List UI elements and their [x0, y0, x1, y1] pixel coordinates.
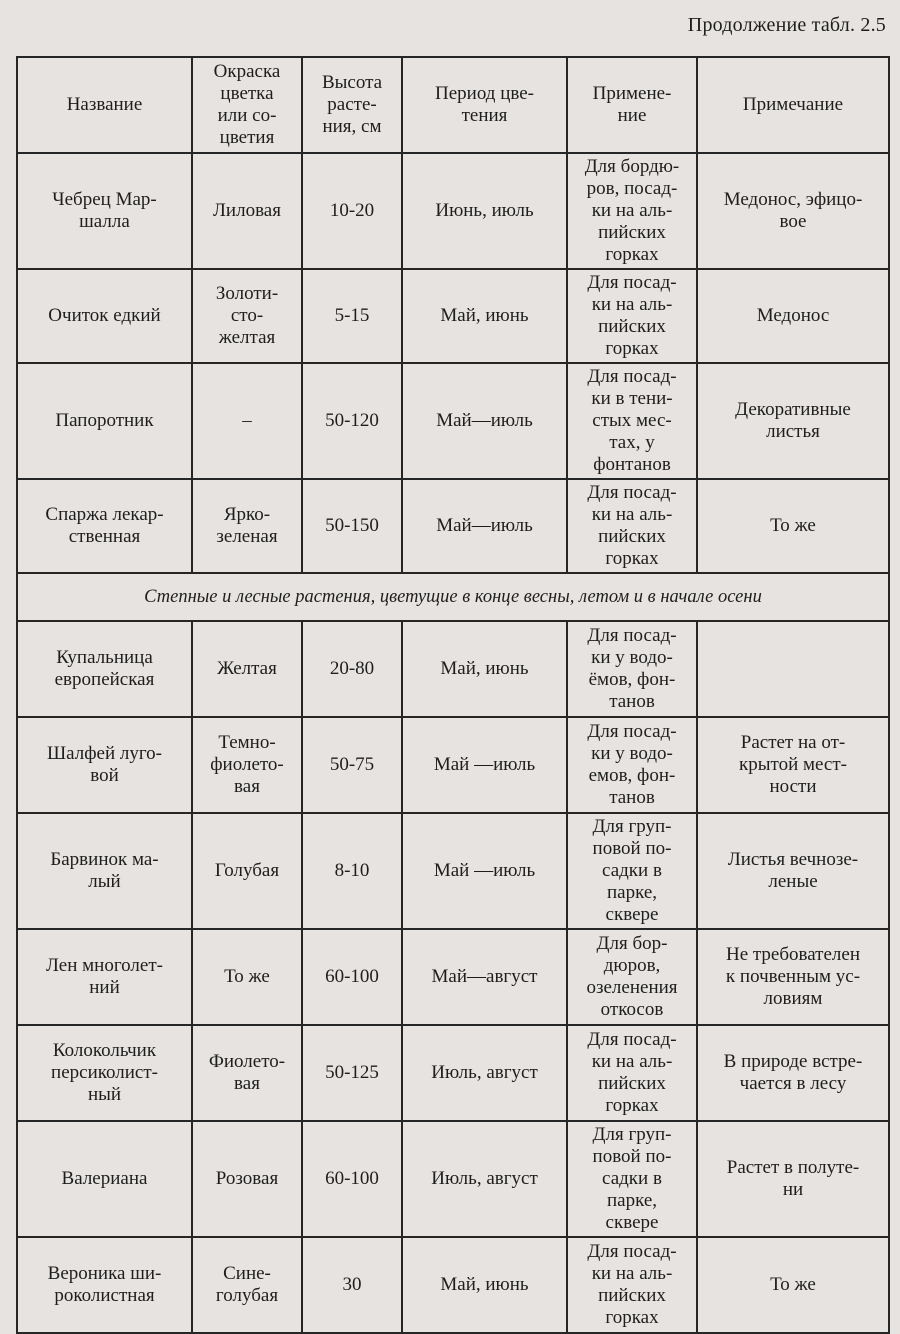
cell-height: 50-150 — [302, 479, 402, 573]
column-header-name: Название — [17, 57, 192, 153]
cell-use: Для посад- ки на аль- пийских горках — [567, 1025, 697, 1121]
column-header-height: Высота расте- ния, см — [302, 57, 402, 153]
cell-use: Для груп- повой по- садки в парке, сквере — [567, 813, 697, 929]
table-row — [17, 1237, 889, 1333]
cell-period: Май—июль — [402, 363, 567, 479]
cell-height: 8-10 — [302, 813, 402, 929]
table-row — [17, 363, 889, 479]
column-header-period: Период цве- тения — [402, 57, 567, 153]
cell-height: 20-80 — [302, 621, 402, 717]
table-row — [17, 153, 889, 269]
cell-note: Медонос — [697, 269, 889, 363]
table-row — [17, 813, 889, 929]
cell-name: Колокольчик персиколист- ный — [17, 1025, 192, 1121]
cell-name: Лен многолет- ний — [17, 929, 192, 1025]
cell-color: Ярко- зеленая — [192, 479, 302, 573]
cell-use: Для посад- ки у водо- емов, фон- танов — [567, 717, 697, 813]
cell-use: Для посад- ки у водо- ёмов, фон- танов — [567, 621, 697, 717]
cell-note — [697, 621, 889, 717]
cell-height: 60-100 — [302, 1121, 402, 1237]
cell-color: То же — [192, 929, 302, 1025]
cell-name: Купальница европейская — [17, 621, 192, 717]
cell-note: Декоративные листья — [697, 363, 889, 479]
cell-use: Для груп- повой по- садки в парке, сквере — [567, 1121, 697, 1237]
cell-use: Для посад- ки на аль- пийских горках — [567, 479, 697, 573]
cell-period: Май—июль — [402, 479, 567, 573]
cell-height: 10-20 — [302, 153, 402, 269]
cell-note: То же — [697, 1237, 889, 1333]
table-row — [17, 269, 889, 363]
cell-period: Май, июнь — [402, 621, 567, 717]
cell-use: Для посад- ки на аль- пийских горках — [567, 1237, 697, 1333]
cell-name: Чебрец Мар- шалла — [17, 153, 192, 269]
cell-period: Июль, август — [402, 1025, 567, 1121]
cell-note: Растет в полуте- ни — [697, 1121, 889, 1237]
cell-color: Голубая — [192, 813, 302, 929]
cell-color: Розовая — [192, 1121, 302, 1237]
column-header-color: Окраска цветка или со- цветия — [192, 57, 302, 153]
cell-height: 50-75 — [302, 717, 402, 813]
cell-period: Май, июнь — [402, 269, 567, 363]
table-row — [17, 929, 889, 1025]
cell-use: Для бор- дюров, озеленения откосов — [567, 929, 697, 1025]
cell-name: Очиток едкий — [17, 269, 192, 363]
cell-note: Растет на от- крытой мест- ности — [697, 717, 889, 813]
cell-name: Папоротник — [17, 363, 192, 479]
header-row — [17, 57, 889, 153]
cell-color: Фиолето- вая — [192, 1025, 302, 1121]
cell-color: Золоти- сто- желтая — [192, 269, 302, 363]
cell-note: То же — [697, 479, 889, 573]
cell-period: Июнь, июль — [402, 153, 567, 269]
cell-color: Лиловая — [192, 153, 302, 269]
cell-period: Май, июнь — [402, 1237, 567, 1333]
section-row — [17, 573, 889, 621]
cell-name: Спаржа лекар- ственная — [17, 479, 192, 573]
table-row — [17, 1121, 889, 1237]
cell-use: Для посад- ки на аль- пийских горках — [567, 269, 697, 363]
cell-use: Для посад- ки в тени- стых мес- тах, у фонтанов — [567, 363, 697, 479]
cell-note: Листья вечнозе- леные — [697, 813, 889, 929]
cell-color: Желтая — [192, 621, 302, 717]
cell-color: Сине- голубая — [192, 1237, 302, 1333]
table-caption: Продолжение табл. 2.5 — [687, 14, 886, 36]
table-row — [17, 621, 889, 717]
cell-color: – — [192, 363, 302, 479]
cell-period: Май—август — [402, 929, 567, 1025]
cell-height: 5-15 — [302, 269, 402, 363]
cell-period: Май —июль — [402, 717, 567, 813]
section-title: Степные и лесные растения, цветущие в конце весны, летом и в начале осени — [17, 573, 889, 621]
cell-note: Медонос, эфицо- вое — [697, 153, 889, 269]
cell-name: Вероника ши- роколистная — [17, 1237, 192, 1333]
column-header-note: Примечание — [697, 57, 889, 153]
column-header-use: Примене- ние — [567, 57, 697, 153]
cell-height: 50-125 — [302, 1025, 402, 1121]
cell-name: Валериана — [17, 1121, 192, 1237]
cell-color: Темно- фиолето- вая — [192, 717, 302, 813]
cell-height: 60-100 — [302, 929, 402, 1025]
cell-use: Для бордю- ров, посад- ки на аль- пийских горках — [567, 153, 697, 269]
table-row — [17, 1025, 889, 1121]
cell-height: 30 — [302, 1237, 402, 1333]
plants-table — [16, 56, 890, 1334]
cell-period: Май —июль — [402, 813, 567, 929]
table-row — [17, 479, 889, 573]
cell-period: Июль, август — [402, 1121, 567, 1237]
cell-note: В природе встре- чается в лесу — [697, 1025, 889, 1121]
cell-name: Барвинок ма- лый — [17, 813, 192, 929]
table-row — [17, 717, 889, 813]
cell-name: Шалфей луго- вой — [17, 717, 192, 813]
cell-note: Не требователен к почвенным ус- ловиям — [697, 929, 889, 1025]
cell-height: 50-120 — [302, 363, 402, 479]
